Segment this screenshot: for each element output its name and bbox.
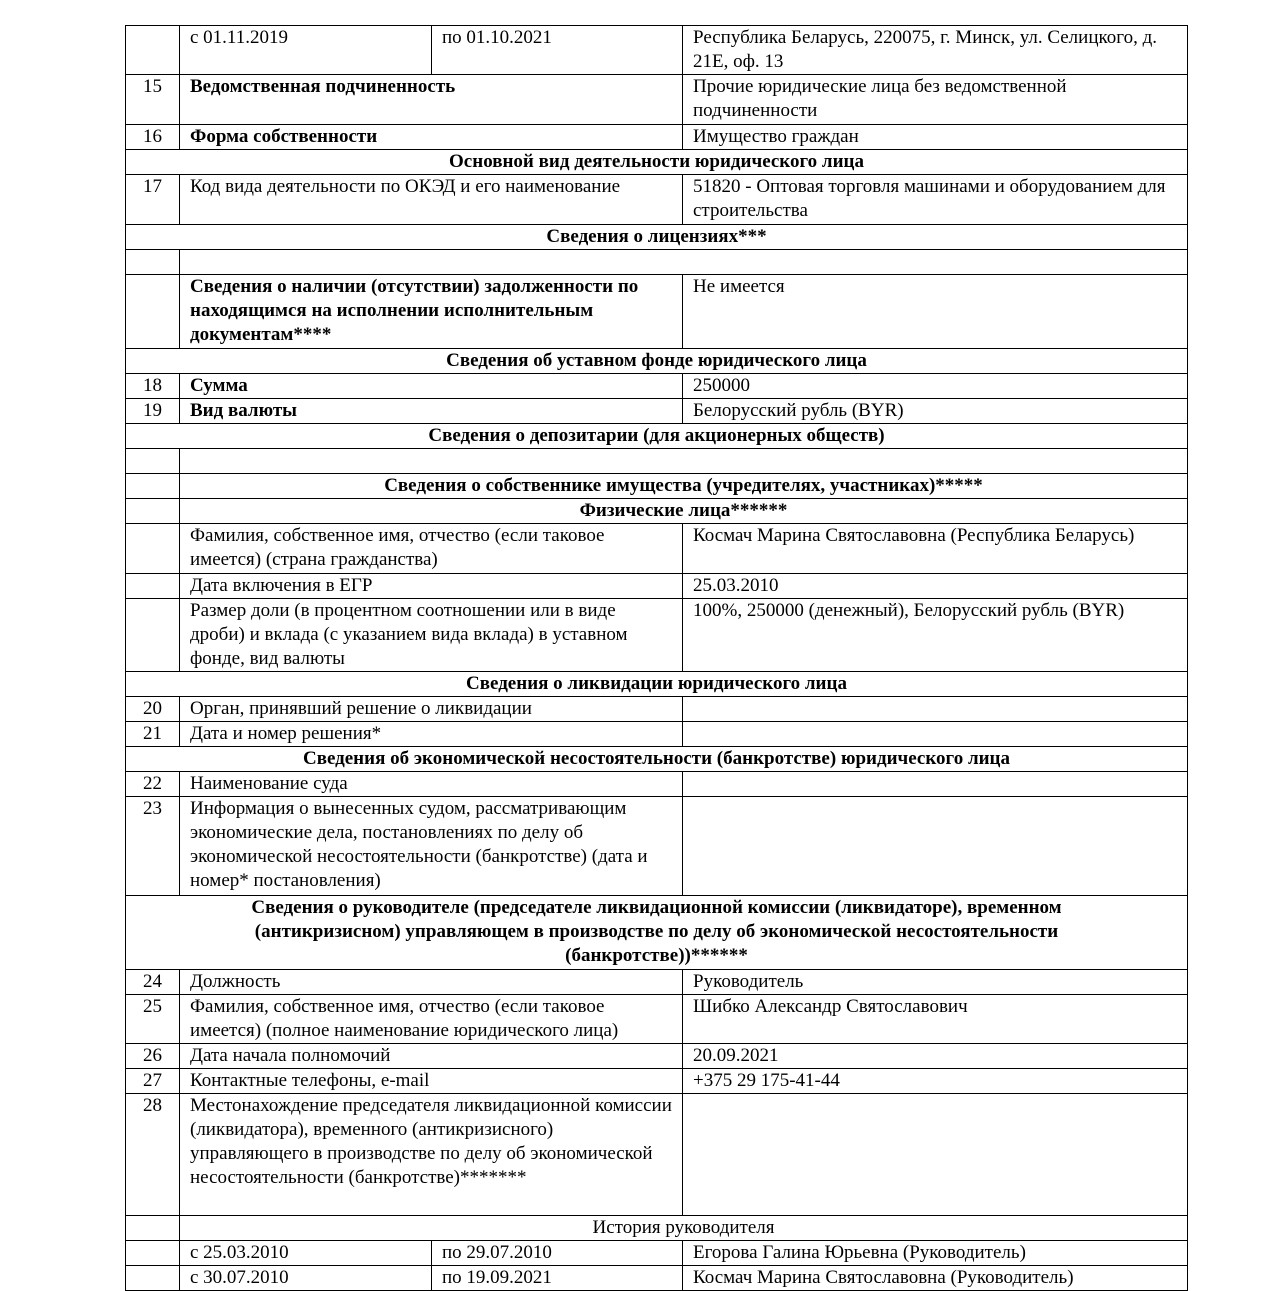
table-row bbox=[126, 772, 1188, 797]
row-number bbox=[126, 1241, 180, 1266]
field-value: 100%, 250000 (денежный), Белорусский рубль (BYR) bbox=[683, 599, 1188, 672]
section-header-row bbox=[126, 672, 1188, 697]
empty-row bbox=[126, 449, 1188, 474]
field-value: Руководитель bbox=[683, 970, 1188, 995]
empty-cell bbox=[180, 250, 1188, 275]
section-header-row bbox=[126, 424, 1188, 449]
subheader-row bbox=[126, 474, 1188, 499]
address-history-row bbox=[126, 26, 1188, 75]
field-label: Информация о вынесенных судом, рассматривающим экономические дела, постановлениях по делу об экономической несостоятельности (банкротстве) (дата и номер* постановления) bbox=[180, 797, 683, 896]
row-number bbox=[126, 1216, 180, 1241]
row-number bbox=[126, 474, 180, 499]
manager-history-row bbox=[126, 1241, 1188, 1266]
date-from: с 25.03.2010 bbox=[180, 1241, 432, 1266]
manager-name: Егорова Галина Юрьевна (Руководитель) bbox=[683, 1241, 1188, 1266]
field-value bbox=[683, 1094, 1188, 1216]
section-header: Сведения о ликвидации юридического лица bbox=[126, 672, 1188, 697]
row-number: 28 bbox=[126, 1094, 180, 1216]
row-number: 23 bbox=[126, 797, 180, 896]
table-row bbox=[126, 524, 1188, 574]
row-number: 19 bbox=[126, 399, 180, 424]
row-number bbox=[126, 574, 180, 599]
row-number bbox=[126, 599, 180, 672]
table-row bbox=[126, 1069, 1188, 1094]
table-row bbox=[126, 722, 1188, 747]
date-to: по 01.10.2021 bbox=[432, 26, 683, 75]
row-number: 18 bbox=[126, 374, 180, 399]
row-number: 20 bbox=[126, 697, 180, 722]
date-from: с 30.07.2010 bbox=[180, 1266, 432, 1291]
row-number bbox=[126, 275, 180, 349]
row-number bbox=[126, 26, 180, 75]
row-number: 22 bbox=[126, 772, 180, 797]
row-number: 15 bbox=[126, 75, 180, 125]
field-value bbox=[683, 772, 1188, 797]
table-row bbox=[126, 75, 1188, 125]
table-row bbox=[126, 599, 1188, 672]
field-value: 51820 - Оптовая торговля машинами и оборудованием для строительства bbox=[683, 175, 1188, 225]
field-label: Контактные телефоны, e-mail bbox=[180, 1069, 683, 1094]
date-to: по 19.09.2021 bbox=[432, 1266, 683, 1291]
section-header: Сведения об экономической несостоятельности (банкротстве) юридического лица bbox=[126, 747, 1188, 772]
field-label: Дата начала полномочий bbox=[180, 1044, 683, 1069]
date-to: по 29.07.2010 bbox=[432, 1241, 683, 1266]
row-number bbox=[126, 524, 180, 574]
section-subheader: Сведения о собственнике имущества (учредителях, участниках)***** bbox=[180, 474, 1188, 499]
field-value: 25.03.2010 bbox=[683, 574, 1188, 599]
field-value bbox=[683, 722, 1188, 747]
subheader-row bbox=[126, 499, 1188, 524]
row-number: 17 bbox=[126, 175, 180, 225]
field-label: Должность bbox=[180, 970, 683, 995]
section-header: Сведения об уставном фонде юридического лица bbox=[126, 349, 1188, 374]
field-label: Дата и номер решения* bbox=[180, 722, 683, 747]
section-header-row bbox=[126, 747, 1188, 772]
field-value: Не имеется bbox=[683, 275, 1188, 349]
field-label: Вид валюты bbox=[180, 399, 683, 424]
table-row bbox=[126, 970, 1188, 995]
field-label: Сведения о наличии (отсутствии) задолженности по находящимся на исполнении исполнительным документам**** bbox=[180, 275, 683, 349]
table-row bbox=[126, 1094, 1188, 1216]
manager-name: Космач Марина Святославовна (Руководитель) bbox=[683, 1266, 1188, 1291]
table-row bbox=[126, 125, 1188, 150]
section-header: Сведения о лицензиях*** bbox=[126, 225, 1188, 250]
table-row bbox=[126, 797, 1188, 896]
manager-history-title: История руководителя bbox=[180, 1216, 1188, 1241]
section-header: Сведения о депозитарии (для акционерных обществ) bbox=[126, 424, 1188, 449]
empty-cell bbox=[180, 449, 1188, 474]
field-label: Местонахождение председателя ликвидационной комиссии (ликвидатора), временного (антикризисного) управляющего в производстве по делу об экономической несостоятельности (банкротстве)******* bbox=[180, 1094, 683, 1216]
table-row bbox=[126, 399, 1188, 424]
table-row bbox=[126, 175, 1188, 225]
field-value: Белорусский рубль (BYR) bbox=[683, 399, 1188, 424]
section-subheader: Физические лица****** bbox=[180, 499, 1188, 524]
manager-history-row bbox=[126, 1266, 1188, 1291]
field-label: Наименование суда bbox=[180, 772, 683, 797]
section-header-row bbox=[126, 349, 1188, 374]
table-row bbox=[126, 697, 1188, 722]
section-header-row bbox=[126, 150, 1188, 175]
row-number bbox=[126, 499, 180, 524]
field-label: Код вида деятельности по ОКЭД и его наименование bbox=[180, 175, 683, 225]
table-row bbox=[126, 275, 1188, 349]
empty-row bbox=[126, 250, 1188, 275]
field-value: Шибко Александр Святославович bbox=[683, 995, 1188, 1044]
address-value: Республика Беларусь, 220075, г. Минск, ул. Селицкого, д. 21Е, оф. 13 bbox=[683, 26, 1188, 75]
field-value bbox=[683, 697, 1188, 722]
row-number: 16 bbox=[126, 125, 180, 150]
field-label: Фамилия, собственное имя, отчество (если таковое имеется) (страна гражданства) bbox=[180, 524, 683, 574]
table-row bbox=[126, 374, 1188, 399]
row-number bbox=[126, 250, 180, 275]
field-value: Имущество граждан bbox=[683, 125, 1188, 150]
field-label: Фамилия, собственное имя, отчество (если таковое имеется) (полное наименование юридического лица) bbox=[180, 995, 683, 1044]
row-number: 26 bbox=[126, 1044, 180, 1069]
field-label: Орган, принявший решение о ликвидации bbox=[180, 697, 683, 722]
registry-extract-page bbox=[125, 25, 1187, 1291]
field-value: 250000 bbox=[683, 374, 1188, 399]
row-number: 21 bbox=[126, 722, 180, 747]
field-value: +375 29 175-41-44 bbox=[683, 1069, 1188, 1094]
row-number: 24 bbox=[126, 970, 180, 995]
section-header-row bbox=[126, 225, 1188, 250]
table-row bbox=[126, 995, 1188, 1044]
registry-table bbox=[125, 25, 1188, 1291]
section-header: Сведения о руководителе (председателе ликвидационной комиссии (ликвидаторе), временном (антикризисном) управляющем в производстве по делу об экономической несостоятельности (банкротстве))****** bbox=[126, 896, 1188, 970]
field-value: 20.09.2021 bbox=[683, 1044, 1188, 1069]
section-header-row bbox=[126, 896, 1188, 970]
field-label: Размер доли (в процентном соотношении или в виде дроби) и вклада (с указанием вида вклада) в уставном фонде, вид валюты bbox=[180, 599, 683, 672]
row-number: 27 bbox=[126, 1069, 180, 1094]
field-value bbox=[683, 797, 1188, 896]
field-value: Космач Марина Святославовна (Республика Беларусь) bbox=[683, 524, 1188, 574]
field-label: Сумма bbox=[180, 374, 683, 399]
field-value: Прочие юридические лица без ведомственной подчиненности bbox=[683, 75, 1188, 125]
row-number: 25 bbox=[126, 995, 180, 1044]
field-label: Форма собственности bbox=[180, 125, 683, 150]
table-row bbox=[126, 1044, 1188, 1069]
date-from: с 01.11.2019 bbox=[180, 26, 432, 75]
subheader-row bbox=[126, 1216, 1188, 1241]
field-label: Ведомственная подчиненность bbox=[180, 75, 683, 125]
row-number bbox=[126, 1266, 180, 1291]
section-header: Основной вид деятельности юридического лица bbox=[126, 150, 1188, 175]
row-number bbox=[126, 449, 180, 474]
field-label: Дата включения в ЕГР bbox=[180, 574, 683, 599]
table-row bbox=[126, 574, 1188, 599]
